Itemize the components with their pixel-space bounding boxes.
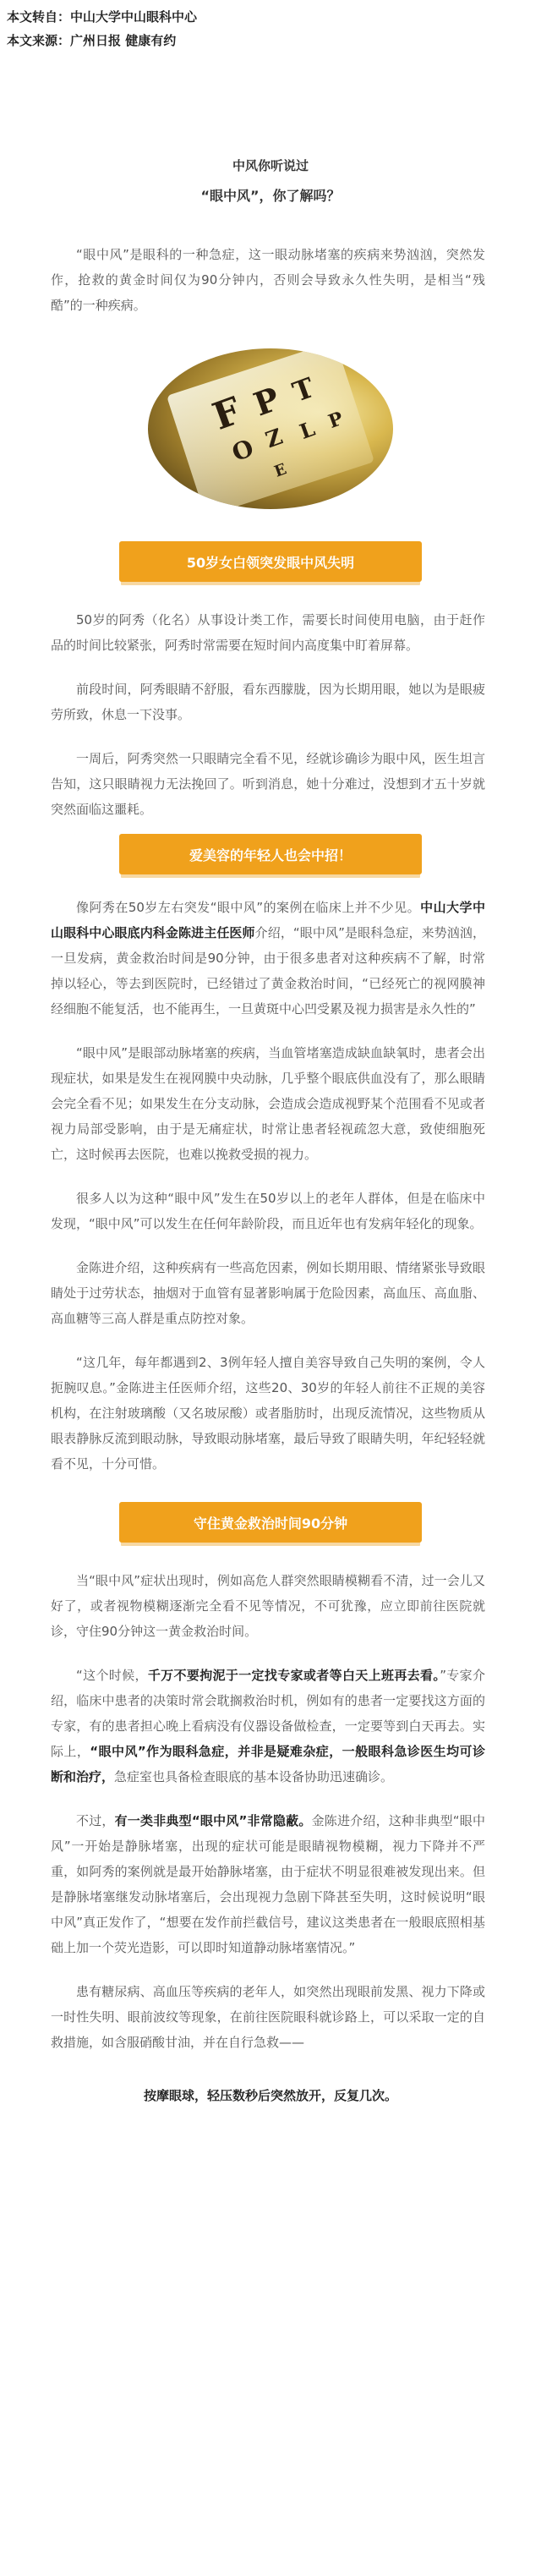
- section3-paragraph: [51, 1663, 485, 1789]
- section2-paragraph: 很多人以为这种“眼中风”发生在50岁以上的老年人群体，但是在临床中发现，“眼中风”可以发生在任何年龄阶段，而且近年也有发病年轻化的现象。: [51, 1191, 485, 1231]
- section-banner-1: 50岁女白领突发眼中风失明: [119, 541, 422, 582]
- hero-image-wrap: [0, 348, 541, 509]
- text-run: 金陈进介绍，这种非典型“眼中风”一开始是静脉堵塞，出现的症状可能是眼睛视物模糊，视力下降并不严重，如阿秀的案例就是最开始静脉堵塞，由于症状不明显很难被发现出来。但是静脉堵塞继发动脉堵塞后，会出现视力急剧下降甚至失明，这时候说明“眼中风”真正发作了，“想要在发作前拦截信号，建议这类患者在一般眼底照相基础上加一个荧光造影，可以即时知道静动脉堵塞情况。”: [51, 1813, 485, 1955]
- eye-chart-image: [148, 348, 393, 509]
- source-origin: 本文来源：广州日报 健康有约: [7, 33, 177, 48]
- hero-letter: E: [271, 460, 289, 481]
- section3-paragraph: 当“眼中风”症状出现时，例如高危人群突然眼睛模糊看不清，过一会儿又好了，或者视物模糊逐渐完全看不见等情况，不可犹豫，应立即前往医院就诊，守住90分钟这一黄金救治时间。: [51, 1573, 485, 1639]
- section3-paragraph: 患有糖尿病、高血压等疾病的老年人，如突然出现眼前发黑、视力下降或一时性失明、眼前波纹等现象，在前往医院眼科就诊路上，可以采取一定的自救措施，如含服硝酸甘油，并在自行急救——: [51, 1984, 485, 2050]
- source-repost: 本文转自：中山大学中山眼科中心: [7, 9, 198, 25]
- section2-paragraph: 金陈进介绍，这种疾病有一些高危因素，例如长期用眼、情绪紧张导致眼睛处于过劳状态，抽烟对于血管有显著影响属于危险因素，高血压、高血脂、高血糖等三高人群是重点防控对象。: [51, 1260, 485, 1326]
- bold-run: 有一类非典型“眼中风”非常隐蔽。: [114, 1813, 312, 1828]
- text-run: ”专家介绍，临床中患者的决策时常会耽搁救治时机，例如有的患者一定要找这方面的专家，有的患者担心晚上看病没有仪器设备做检查，一定要等到白天再去。实际上，: [51, 1668, 485, 1759]
- hero-letter: Z: [262, 424, 287, 454]
- section2-lead-paragraph: [51, 895, 485, 1022]
- hero-letter: P: [325, 407, 347, 434]
- hero-letter: L: [296, 415, 319, 445]
- hero-letter: T: [288, 371, 319, 408]
- hero-letter: P: [249, 379, 285, 424]
- section1-paragraph: 一周后，阿秀突然一只眼睛完全看不见，经就诊确诊为眼中风，医生坦言告知，这只眼睛视力无法挽回了。听到消息，她十分难过，没想到才五十岁就突然面临这噩耗。: [51, 751, 485, 817]
- section3-paragraph: [51, 1808, 485, 1960]
- intro-subtitle: “眼中风”，你了解吗？: [200, 188, 341, 204]
- lead-text-rest: 介绍，“眼中风”是眼科急症，来势汹汹，一旦发病，黄金救治时间是90分钟，由于很多患者对这种疾病不了解，时常掉以轻心，等去到医院时，已经错过了黄金救治时间，“已经死亡的视网膜神经细胞不能复活，也不能再生，一旦黄斑中心凹受累及视力损害是永久性的”: [51, 925, 485, 1017]
- hero-letter: O: [228, 433, 258, 468]
- hero-letter: F: [207, 389, 248, 439]
- section-banner-2: 爱美容的年轻人也会中招！: [119, 834, 422, 874]
- final-tip: 按摩眼球，轻压数秒后突然放开，反复几次。: [143, 2088, 397, 2103]
- text-run: 不过，: [76, 1813, 115, 1828]
- intro-title: 中风你听说过: [232, 158, 309, 173]
- section2-paragraph: “眼中风”是眼部动脉堵塞的疾病，当血管堵塞造成缺血缺氧时，患者会出现症状，如果是发生在视网膜中央动脉，几乎整个眼底供血没有了，那么眼睛会完全看不见；如果发生在分支动脉，会造成会造成视野某个范围看不见或者视力局部受影响，由于是无痛症状，时常让患者轻视疏忽大意，致使细胞死亡，这时候再去医院，也难以挽救受损的视力。: [51, 1045, 485, 1162]
- section-banner-3: 守住黄金救治时间90分钟: [119, 1502, 422, 1543]
- lead-text: 像阿秀在50岁左右突发“眼中风”的案例在临床上并不少见。: [76, 900, 421, 915]
- doctor-highlight: 中山大学中山眼科中心眼底内科金陈进主任医师: [51, 900, 485, 940]
- text-run: 急症室也具备检查眼底的基本设备协助迅速确诊。: [114, 1769, 394, 1784]
- section1-paragraph: 50岁的阿秀（化名）从事设计类工作，需要长时间使用电脑，由于赶作品的时间比较紧张，阿秀时常需要在短时间内高度集中盯着屏幕。: [51, 612, 485, 653]
- article-page: [0, 5, 541, 2576]
- bold-run: 千万不要拘泥于一定找专家或者等白天上班再去看。: [147, 1668, 440, 1683]
- intro-paragraph: “眼中风”是眼科的一种急症，这一眼动脉堵塞的疾病来势汹汹，突然发作，抢救的黄金时间仅为90分钟内，否则会导致永久性失明，是相当“残酷”的一种疾病。: [51, 247, 485, 313]
- bold-run: “眼中风”作为眼科急症，并非是疑难杂症，一般眼科急诊医生均可诊断和治疗，: [51, 1744, 485, 1784]
- section2-paragraph: “这几年，每年都遇到2、3例年轻人擅自美容导致自己失明的案例，令人扼腕叹息。”金陈进主任医师介绍，这些20、30岁的年轻人前往不正规的美容机构，在注射玻璃酸（又名玻尿酸）或者脂肪时，出现反流情况，这些物质从眼表静脉反流到眼动脉，导致眼动脉堵塞，最后导致了眼睛失明，年纪轻轻就看不见，十分可惜。: [51, 1355, 485, 1472]
- section1-paragraph: 前段时间，阿秀眼睛不舒服，看东西朦胧，因为长期用眼，她以为是眼疲劳所致，休息一下没事。: [51, 682, 485, 722]
- text-run: “这个时候，: [76, 1668, 148, 1683]
